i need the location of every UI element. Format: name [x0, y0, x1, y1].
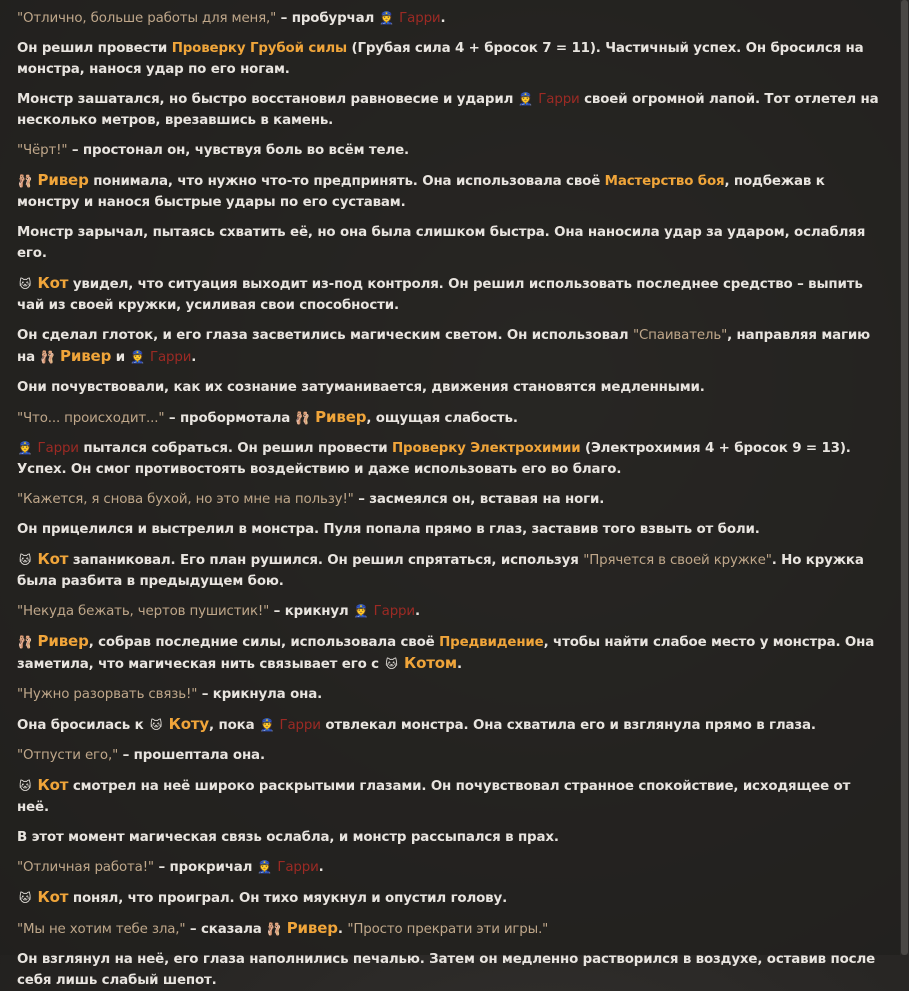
police-officer-icon: 👮: [259, 718, 275, 732]
dialogue-quote: "Отличная работа!": [17, 860, 154, 875]
cat-face-icon: 🐱: [149, 718, 163, 732]
character-river[interactable]: Ривер: [60, 347, 112, 365]
ability-name: "Спаиватель": [632, 328, 728, 343]
narration: пытался собраться. Он решил провести: [78, 441, 392, 456]
narration: – прошептала она.: [118, 748, 265, 763]
story-paragraph: [17, 489, 886, 510]
ballet-shoes-icon: 🩰: [266, 922, 282, 936]
dialogue-quote: "Нужно разорвать связь!": [17, 687, 198, 702]
narration: Монстр зашатался, но быстро восстановил равновесие и ударил: [17, 92, 518, 107]
narration: – пробурчал: [276, 11, 379, 26]
narration: Он прицелился и выстрелил в монстра. Пуля попала прямо в глаз, заставив того взвыть от боли.: [17, 522, 760, 537]
character-harry[interactable]: Гарри: [37, 441, 79, 456]
narration: – пробормотала: [164, 411, 295, 426]
story-paragraph: "Отлично, больше работы для меня," – пробурчал 👮 Гарри.: [17, 8, 886, 29]
police-officer-icon: 👮: [17, 441, 33, 455]
dialogue-quote: "Что... происходит...": [17, 411, 165, 426]
story-paragraph: Он сделал глоток, и его глаза засветились магическим светом. Он использовал "Спаиватель", направляя магию на 🩰 Ривер и 👮 Гарри.: [17, 325, 886, 368]
story-paragraph: [17, 684, 886, 705]
narration: , пока: [209, 718, 259, 733]
character-kot[interactable]: Коту: [168, 715, 210, 733]
narration: – засмеялся он, вставая на ноги.: [353, 492, 605, 507]
ballet-shoes-icon: 🩰: [17, 635, 33, 649]
skill-check: Проверку Грубой силы: [171, 41, 347, 56]
narration: – простонал он, чувствуя боль во всём теле.: [67, 143, 409, 158]
narration: понимала, что нужно что-то предпринять. Она использовала своё: [88, 174, 605, 189]
story-paragraph: "Отличная работа!" – прокричал 👮 Гарри.: [17, 857, 886, 878]
narration: смотрел на неё широко раскрытыми глазами. Он почувствовал странное спокойствие, исходящее от неё.: [17, 779, 851, 815]
narration: – крикнула она.: [197, 687, 323, 702]
character-kot[interactable]: Кот: [37, 274, 69, 292]
story-paragraph: [17, 222, 886, 264]
scrollbar-thumb[interactable]: [901, 0, 908, 955]
story-paragraph: [17, 407, 886, 429]
character-river[interactable]: Ривер: [315, 408, 367, 426]
story-paragraph: [17, 89, 886, 131]
narration: увидел, что ситуация выходит из-под контроля. Он решил использовать последнее средство – выпить чай из своей кружки, усиливая свои способности.: [17, 277, 863, 313]
story-paragraph: [17, 887, 886, 909]
police-officer-icon: 👮: [130, 350, 145, 364]
character-harry[interactable]: Гарри: [538, 92, 580, 107]
character-harry[interactable]: Гарри: [149, 350, 192, 365]
narration: , ощущая слабость.: [366, 411, 518, 426]
narration: , подбежав к монстру и нанося быстрые удары по его суставам.: [17, 174, 825, 210]
skill-check: Мастерство боя: [604, 174, 725, 189]
police-officer-icon: 👮: [353, 604, 369, 618]
character-harry[interactable]: Гарри: [373, 604, 415, 619]
story-paragraph: [17, 827, 886, 848]
narration: понял, что проиграл. Он тихо мяукнул и опустил голову.: [68, 891, 508, 906]
dialogue-quote: "Отпусти его,": [17, 748, 119, 763]
dialogue-quote: "Просто прекрати эти игры.": [347, 922, 549, 937]
story-paragraph: 🩰 Ривер, собрав последние силы, использовала своё Предвидение, чтобы найти слабое место у монстра. Она заметила, что магическая нить связывает его с 🐱 Котом.: [17, 631, 886, 675]
character-kot[interactable]: Кот: [37, 776, 69, 794]
story-paragraph: [17, 714, 886, 736]
narration: , направляя магию на: [17, 328, 870, 365]
narration: своей огромной лапой. Тот отлетел на несколько метров, врезавшись в камень.: [17, 92, 879, 128]
skill-check: Предвидение: [439, 635, 544, 650]
dialogue-quote: "Отлично, больше работы для меня,": [17, 11, 277, 26]
narration: Она бросилась к: [17, 718, 149, 733]
narration: Он сделал глоток, и его глаза засветились магическим светом. Он использовал: [17, 328, 633, 343]
story-paragraph: [17, 438, 886, 480]
ballet-shoes-icon: 🩰: [40, 350, 55, 364]
ballet-shoes-icon: 🩰: [17, 174, 33, 188]
dialogue-quote: "Кажется, я снова бухой, но это мне на пользу!": [17, 492, 354, 507]
story-paragraph: [17, 38, 886, 80]
story-paragraph: [17, 519, 886, 540]
narration: Они почувствовали, как их сознание затуманивается, движения становятся медленными.: [17, 380, 705, 395]
story-paragraph: [17, 140, 886, 161]
cat-face-icon: 🐱: [18, 277, 32, 291]
story-paragraph: [17, 170, 886, 213]
narration: Он решил провести: [17, 41, 172, 56]
skill-check: Проверку Электрохимии: [391, 441, 581, 456]
character-river[interactable]: Ривер: [37, 171, 89, 189]
ability-name: "Прячется в своей кружке": [583, 553, 772, 568]
character-harry[interactable]: Гарри: [399, 11, 441, 26]
narration: . Но кружка была разбита в предыдущем бою.: [17, 553, 864, 589]
narration: (Грубая сила 4 + бросок 7 = 11). Частичный успех. Он бросился на монстра, нанося удар по его ногам.: [17, 41, 864, 77]
police-officer-icon: 👮: [379, 11, 395, 25]
character-kot[interactable]: Кот: [37, 888, 69, 906]
cat-face-icon: 🐱: [385, 657, 398, 671]
cat-face-icon: 🐱: [18, 779, 32, 793]
character-kot[interactable]: Котом: [403, 654, 458, 672]
dialogue-quote: "Некуда бежать, чертов пушистик!": [17, 604, 270, 619]
character-river[interactable]: Ривер: [286, 919, 338, 937]
story-paragraph: "Мы не хотим тебе зла," – сказала 🩰 Ривер. "Просто прекрати эти игры.": [17, 918, 886, 940]
police-officer-icon: 👮: [257, 860, 273, 874]
narration: Монстр зарычал, пытаясь схватить её, но она была слишком быстра. Она наносила удар за ударом, ослабляя его.: [17, 225, 866, 261]
ballet-shoes-icon: 🩰: [295, 411, 311, 425]
narration: – сказала: [185, 922, 267, 937]
cat-face-icon: 🐱: [18, 891, 32, 905]
character-harry[interactable]: Гарри: [277, 860, 319, 875]
cat-face-icon: 🐱: [18, 553, 32, 567]
story-paragraph: [17, 549, 886, 592]
dialogue-quote: "Чёрт!": [17, 143, 68, 158]
story-paragraph: [17, 273, 886, 316]
narration: , собрав последние силы, использовала своё: [88, 635, 440, 650]
narration: и: [111, 350, 130, 365]
narration: отвлекал монстра. Она схватила его и взглянула прямо в глаза.: [320, 718, 816, 733]
story-paragraph: [17, 949, 886, 991]
story-paragraph: [17, 745, 886, 766]
narration: В этот момент магическая связь ослабла, и монстр рассыпался в прах.: [17, 830, 559, 845]
scrollbar-track[interactable]: [900, 0, 909, 955]
character-harry[interactable]: Гарри: [279, 718, 321, 733]
character-kot[interactable]: Кот: [37, 550, 69, 568]
police-officer-icon: 👮: [518, 92, 534, 106]
story-paragraph: [17, 377, 886, 398]
character-river[interactable]: Ривер: [37, 632, 89, 650]
narration: – прокричал: [153, 860, 257, 875]
story-paragraph: [17, 775, 886, 818]
narration: Он взглянул на неё, его глаза наполнились печалью. Затем он медленно растворился в воздухе, оставив после себя лишь слабый шепот.: [17, 952, 876, 988]
narration: – крикнул: [269, 604, 354, 619]
dialogue-quote: "Мы не хотим тебе зла,": [17, 922, 186, 937]
narration: запаниковал. Его план рушился. Он решил спрятаться, используя: [68, 553, 584, 568]
narration: (Электрохимия 4 + бросок 9 = 13). Успех. Он смог противостоять воздействию и даже использовать его во благо.: [17, 441, 851, 477]
narration: , чтобы найти слабое место у монстра. Она заметила, что магическая нить связывает его с: [17, 635, 875, 672]
story-paragraph: "Некуда бежать, чертов пушистик!" – крикнул 👮 Гарри.: [17, 601, 886, 622]
